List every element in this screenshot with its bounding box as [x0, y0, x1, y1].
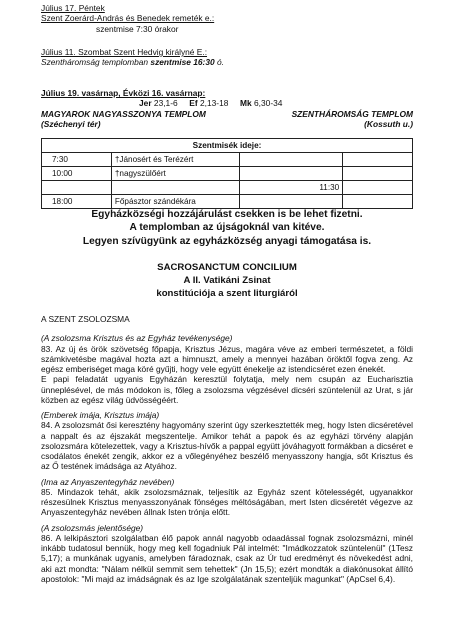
paragraph: 86. A lelkipásztori szolgálatban élő papok annál nagyobb odaadással fognak zsolozsmázni, minél inkább tudatosul bennük, hogy meg kell fogadniuk Pál intelmét: "Imádkozzatok szüntelenül" (1Tesz 5,17); a munkának ugyanis, amelyben fáradoznak, csak az Úr tud eredményt és növekedést adni, aki azt mondta: "Nálam nélkül semmit sem tehettek" (Jn 15,5); ezért mondták a diakónusokat állító apostolok: "Mi majd az imádságnak és az Ige szolgálatának szenteljük magunkat" (ApCsel 6,4). [41, 532, 413, 584]
mass-intention-2 [343, 153, 413, 167]
section-heading: (A zsolozsmás jelentősége) [41, 522, 144, 533]
mass-time-2 [239, 195, 343, 209]
paragraph: 83. Az új és örök szövetség főpapja, Krisztus Jézus, magára véve az emberi természetet, a földi számkivetésbe magával hozta azt a himnuszt, amely a mennyei hazában öröktől fogva zeng. Az egész emberiséget maga köré gyűjti, hogy vele együtt énekelje az istendicséret ezen énekét. [41, 343, 413, 374]
appeal-line: A templomban az újságoknál van kitéve. [129, 222, 325, 234]
council-title-block [41, 262, 413, 301]
mass-times-table [41, 138, 413, 209]
table-row [42, 195, 413, 209]
reading-book: Ef [189, 98, 198, 109]
council-constitution: konstitúciója a szent liturgiáról [156, 287, 298, 299]
appeal-line: Egyházközségi hozzájárulást csekken is be lehet fizetni. [91, 209, 363, 220]
section-heading: (A zsolozsma Krisztus és az Egyház tevékenysége) [41, 333, 233, 344]
mass-intention-2 [343, 167, 413, 181]
council-name: SACROSANCTUM CONCILIUM [157, 262, 297, 273]
table-row [42, 167, 413, 181]
section-heading: (Emberek imája, Krisztus imája) [41, 410, 160, 420]
friday-date: Július 17. Péntek [41, 3, 105, 13]
table-header-row [42, 139, 413, 153]
mass-time: 18:00 [42, 195, 112, 209]
paragraph: E papi feladatát ugyanis Egyházán keresztül folytatja, mely nem csupán az Eucharisztia ünneplésével, de más módokon is, főleg a zsolozsma végzésével dicséri szüntelenül az Urat, s jár közben az egész világ üdvösségéért. [41, 374, 413, 405]
table-row [42, 181, 413, 195]
mass-intention: †nagyszülőért [111, 167, 239, 181]
saturday-date: Július 11. Szombat Szent Hedvig királyné E.: [41, 47, 208, 57]
saturday-mass-time: szentmise 16:30 [150, 57, 215, 68]
friday-saint: Szent Zoerárd-András és Benedek remeték e.: [41, 13, 215, 24]
mass-time [42, 181, 112, 195]
friday-block [41, 3, 413, 34]
reading-ref: 6,30-34 [254, 98, 283, 109]
church-left-location: (Széchenyi tér) [41, 118, 101, 129]
mass-table-header: Szentmisék ideje: [42, 139, 413, 153]
table-row [42, 153, 413, 167]
church-names-row [41, 109, 413, 119]
mass-time: 10:00 [42, 167, 112, 181]
sunday-readings [41, 98, 413, 108]
section-heading: (Ima az Anyaszentegyház nevében) [41, 476, 175, 487]
church-location-row [41, 119, 413, 129]
saturday-block [41, 47, 413, 68]
reading-book: Jer [139, 98, 152, 109]
mass-intention [111, 181, 239, 195]
saturday-mass-line [41, 57, 413, 67]
paragraph: 85. Mindazok tehát, akik zsolozsmáznak, teljesítik az Egyház szent kötelességét, ugyanakkor részesülnek Krisztus menyasszonyának fönséges méltóságában, mert Isten dicséretét végezve az Anyaszentegyház nevében állnak Isten trónja előtt. [41, 486, 413, 518]
sunday-title: Július 19. vasárnap, Évközi 16. vasárnap: [41, 88, 206, 98]
mass-time-2 [239, 153, 343, 167]
friday-mass-time: szentmise 7:30 órakor [96, 23, 179, 34]
mass-time-2 [239, 167, 343, 181]
appeal-line: Legyen szívügyünk az egyházközség anyagi támogatása is. [82, 235, 372, 247]
paragraph: 84. A zsolozsmát ősi keresztény hagyomány szerint úgy szerkesztették meg, hogy Isten dicséretével a nappalt és az éjszakát megszentelje. Amikor tehát a papok és az egyházi törvény alapján zsolozsmára kötelezettek, vagy a Krisztus-hívők a pappal együtt jóváhagyott formákban a dicséret e csodálatos énekét zengik, akkor ez a vőlegényéhez beszélő menyasszony hangja, sőt Krisztus és az Ő testének imádsága az Atyához. [41, 420, 413, 472]
council-subtitle: A II. Vatikáni Zsinat [183, 274, 271, 286]
church-right-name: SZENTHÁROMSÁG TEMPLOM [291, 108, 413, 119]
mass-intention-2 [343, 181, 413, 195]
sunday-block [41, 88, 413, 129]
church-left-name: MAGYAROK NAGYASSZONYA TEMPLOM [41, 108, 206, 119]
mass-time: 7:30 [42, 153, 112, 167]
mass-time-2: 11:30 [239, 181, 343, 195]
mass-table-wrap [41, 138, 413, 209]
reading-book: Mk [240, 98, 252, 109]
reading-ref: 23,1-6 [153, 98, 178, 109]
section-title: A SZENT ZSOLOZSMA [41, 314, 130, 324]
reading-ref: 2,13-18 [200, 98, 229, 109]
mass-intention-2 [343, 195, 413, 209]
mass-intention: Főpásztor szándékára [111, 195, 239, 209]
saturday-place: Szentháromság templomban [41, 57, 149, 68]
mass-intention: †Jánosért és Terézért [111, 153, 239, 167]
church-right-location: (Kossuth u.) [364, 118, 413, 129]
appeal-block [41, 208, 413, 248]
saturday-suffix: ó. [216, 57, 224, 68]
article-body [41, 314, 413, 584]
